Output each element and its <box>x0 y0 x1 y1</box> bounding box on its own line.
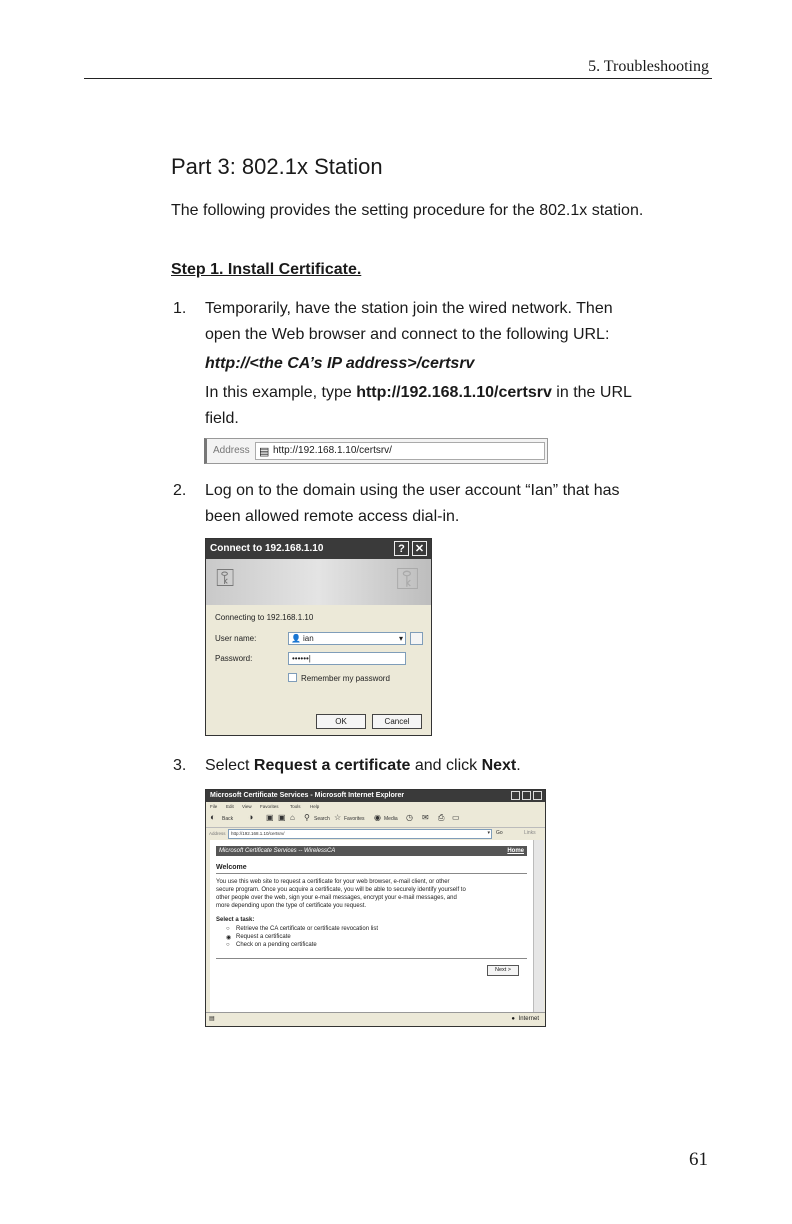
print-icon[interactable]: ⎙ <box>438 813 445 822</box>
menu-file[interactable]: File <box>210 804 218 809</box>
item-text: open the Web browser and connect to the following URL: <box>205 326 610 343</box>
keys-icon: ⚿ <box>396 563 419 596</box>
globe-icon: ● <box>511 1016 515 1022</box>
address-url: http://192.168.1.10/certsrv/ <box>231 831 285 836</box>
ok-button[interactable]: OK <box>316 714 366 729</box>
media-button[interactable]: Media <box>384 816 398 822</box>
help-button[interactable]: ? <box>394 541 409 556</box>
radio-icon[interactable]: ○ <box>226 926 230 932</box>
stop-icon[interactable]: ▣ <box>266 813 274 822</box>
address-bar-screenshot <box>204 438 548 464</box>
search-icon[interactable]: ⚲ <box>304 813 310 822</box>
list-number: 2. <box>173 482 187 499</box>
forward-arrow-icon[interactable]: ◑ <box>248 812 254 822</box>
dialog-title: Connect to 192.168.1.10 <box>210 543 324 554</box>
step-heading: Step 1. Install Certificate. <box>171 261 362 278</box>
links-button[interactable]: Links <box>524 830 536 836</box>
example-text: In this example, type http://192.168.1.10/certsrv in the URL <box>205 384 632 401</box>
password-value: ••••••| <box>292 654 311 663</box>
user-name-field[interactable] <box>288 632 406 645</box>
status-bar <box>206 1012 545 1026</box>
divider <box>216 958 527 959</box>
remember-label: Remember my password <box>301 674 390 683</box>
list-number: 3. <box>173 757 187 774</box>
address-url: http://192.168.1.10/certsrv/ <box>273 445 392 456</box>
welcome-text: You use this web site to request a certificate for your web browser, e-mail client, or other <box>216 879 450 885</box>
url-template: http://<the CA’s IP address>/certsrv <box>205 355 475 372</box>
favorites-icon[interactable]: ☆ <box>334 813 342 822</box>
item-text: Log on to the domain using the user account “Ian” that has <box>205 482 620 499</box>
mail-icon[interactable]: ✉ <box>422 813 429 822</box>
menu-view[interactable]: View <box>242 804 252 809</box>
user-name-value: ian <box>303 634 314 643</box>
page-number: 61 <box>689 1149 708 1170</box>
home-link[interactable]: Home <box>507 848 524 854</box>
browser-titlebar <box>206 790 545 802</box>
browser-title: Microsoft Certificate Services - Microsoft Internet Explorer <box>210 792 405 799</box>
minimize-button[interactable] <box>511 791 520 800</box>
menu-favorites[interactable]: Favorites <box>260 804 279 809</box>
intro-paragraph: The following provides the setting procedure for the 802.1x station. <box>171 202 644 219</box>
home-icon[interactable]: ⌂ <box>290 813 295 822</box>
remember-checkbox[interactable] <box>288 673 297 682</box>
running-header <box>84 56 712 79</box>
radio-icon[interactable]: ○ <box>226 942 230 948</box>
list-item <box>205 478 725 530</box>
web-page-content <box>210 840 533 1012</box>
user-name-label: User name: <box>215 634 257 643</box>
keys-banner <box>206 559 431 605</box>
user-icon: 👤 <box>291 634 301 643</box>
go-button[interactable]: Go <box>496 830 503 836</box>
chapter-title: 5. Troubleshooting <box>588 58 709 75</box>
close-button[interactable] <box>533 791 542 800</box>
dialog-titlebar <box>206 539 431 559</box>
welcome-heading: Welcome <box>216 864 247 871</box>
list-item: Select Request a certificate and click Next. <box>205 757 521 774</box>
task-option: Check on a pending certificate <box>236 942 317 948</box>
radio-selected-icon[interactable]: ◉ <box>226 935 232 941</box>
zone-label: Internet <box>518 1016 539 1022</box>
list-item <box>205 296 725 432</box>
task-option: Request a certificate <box>236 934 291 940</box>
menu-tools[interactable]: Tools <box>290 804 301 809</box>
cancel-button[interactable]: Cancel <box>372 714 422 729</box>
emphasis: Next <box>481 757 517 774</box>
search-button[interactable]: Search <box>314 816 330 822</box>
edit-icon[interactable]: ▭ <box>452 813 460 822</box>
menu-bar <box>206 803 545 811</box>
history-icon[interactable]: ◷ <box>406 813 413 822</box>
next-button[interactable]: Next > <box>487 965 519 976</box>
section-title: Part 3: 802.1x Station <box>171 154 383 179</box>
menu-help[interactable]: Help <box>310 804 320 809</box>
toolbar <box>206 812 545 826</box>
item-text: Temporarily, have the station join the wired network. Then <box>205 300 613 317</box>
refresh-icon[interactable]: ▣ <box>278 813 286 822</box>
divider <box>216 873 527 874</box>
browser-window-screenshot <box>205 789 546 1027</box>
browser-address-bar <box>206 827 545 839</box>
chevron-down-icon[interactable]: ▾ <box>398 634 403 643</box>
welcome-text: more depending upon the type of certificate you request. <box>216 903 367 909</box>
select-task-label: Select a task: <box>216 917 255 923</box>
page-done-icon: ▤ <box>209 1016 215 1022</box>
welcome-text: other people over the web, sign your e-mail messages, encrypt your e-mail messages, and <box>216 895 457 901</box>
connecting-text: Connecting to 192.168.1.10 <box>215 613 314 622</box>
browse-button[interactable] <box>410 632 423 645</box>
close-button[interactable]: ✕ <box>412 541 427 556</box>
address-field[interactable] <box>228 829 492 839</box>
favorites-button[interactable]: Favorites <box>344 816 365 822</box>
menu-edit[interactable]: Edit <box>226 804 234 809</box>
login-dialog-screenshot <box>205 538 432 736</box>
maximize-button[interactable] <box>522 791 531 800</box>
password-label: Password: <box>215 654 253 663</box>
password-field[interactable] <box>288 652 406 665</box>
item-text: field. <box>205 410 239 427</box>
task-option: Retrieve the CA certificate or certificate revocation list <box>236 926 379 932</box>
back-button[interactable]: Back <box>222 816 234 822</box>
cert-services-banner <box>216 846 527 856</box>
emphasis: Request a certificate <box>253 757 411 774</box>
address-label: Address <box>209 831 226 836</box>
media-icon[interactable]: ◉ <box>374 813 381 822</box>
address-field <box>255 442 545 460</box>
chevron-down-icon[interactable]: ▾ <box>487 830 490 836</box>
list-number: 1. <box>173 300 187 317</box>
keys-icon: ⚿ <box>216 565 235 592</box>
banner-title: Microsoft Certificate Services -- WirelessCA <box>219 848 336 854</box>
welcome-text: secure program. Once you acquire a certificate, you will be able to securely identify yourself to <box>216 887 466 893</box>
item-text: been allowed remote access dial-in. <box>205 508 460 525</box>
address-label: Address <box>213 445 250 456</box>
vertical-scrollbar[interactable] <box>533 840 544 1012</box>
page-icon: ▤ <box>259 446 270 458</box>
back-arrow-icon[interactable]: ◐ <box>210 812 216 822</box>
